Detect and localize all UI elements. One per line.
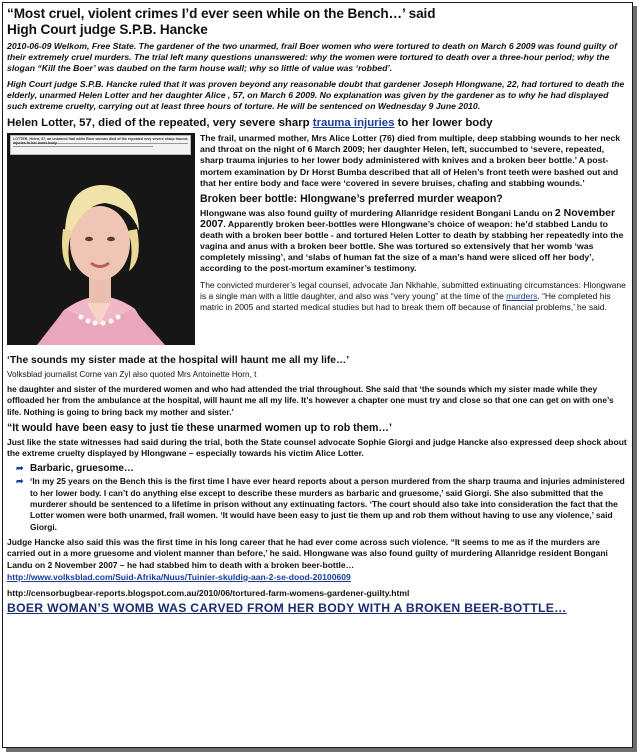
col-paragraph-1: The frail, unarmed mother, Mrs Alice Lotter (76) died from multiple, deep stabbing wounds to her neck and throat on the night of 6 March 2009; her daughter Helen, left, succumbed to ‘severe, repeated, sharp trauma injuries to her lower body administered with knives and a broken beer bottle.’ A post-mortem examination by Dr Horst Bumba described that all of Helen’s front teeth were bashed out and that her entire body and face were ‘covered in severe bruises, chafing and stabbing wounds.’ (200, 133, 621, 188)
helen-heading-text: Helen Lotter, 57, died of the repeated, very severe sharp (7, 117, 313, 130)
barbaric-heading-text: Barbaric, gruesome… (30, 463, 134, 475)
col-paragraph-2 (200, 208, 628, 275)
volksblad-url-link[interactable]: http://www.volksblad.com/Suid-Afrika/Nuus/Tuinier-skuldig-aan-2-se-dood-20100609 (7, 571, 351, 582)
col-p3-end: . “He completed his matric in 2005 and started medical studies but had to break them off because of financial problems,’ he said. (200, 291, 611, 313)
sister-intro-line: Volksblad journalist Corne van Zyl also quoted Mrs Antoinette Horn, t (7, 370, 257, 380)
murders-link[interactable]: murders (506, 291, 538, 302)
easy-paragraph: Just like the state witnesses had said during the trial, both the State counsel advocate Sophie Giorgi and judge Hancke also expressed deep shock about the extreme cruelty displayed by Hlongwane – especially towards his victim Alice Lotter. (7, 436, 627, 459)
helen-heading (7, 116, 628, 130)
judge-paragraph: Judge Hancke also said this was the first time in his long career that he had ever come across such violence. “It seems to me as if the murders are carried out in a more gruesome and violent manner than before,’ he said. Hlongwane was also found guilty of murdering Allanridge resident Bongani Landu on 2 November 2007 – he had stabbed him to death with a broken beer-bottle… (7, 537, 608, 570)
portrait-illustration (7, 133, 195, 345)
arrow-bullet-icon: ➦ (16, 463, 24, 474)
trauma-injuries-link[interactable]: trauma injuries (312, 117, 395, 130)
intro-text-1: 2010-06-09 Welkom, Free State. The gardener of the two unarmed, frail Boer women who were tortured to death on March 6 2009 was found guilty of their extremely cruel murders. The trial left many questions unanswered: why the women were tortured to death over a three-hour period; why the slogan “Kill the Boer’ was daubed on the farm house wall; why so little of value was ‘robbed’. (7, 41, 618, 74)
col-p2-end: . Apparently broken beer-bottles were Hlongwane’s choice of weapon: he’d stabbed Landu to death with a broken beer bottle - and tortured Helen Lotter to death by stabbing her repeatedly into the vagina and anus with a broken beer bottle. She was tortured so extensively that her womb ‘was completely missing’, and ‘slabs of human fat the size of a man’s hand were sliced off her body’, according to the post-mortum examiner’s testimony. (200, 218, 624, 274)
intro-text-2: High Court judge S.P.B. Hancke ruled that it was proven beyond any reasonable doubt that gardener Joseph Hlongwane, 22, had tortured to death the elderly, unarmed Helen Lotter and her daughter Alice , 57, on March 6 2009. No explanation was given by the gardener as to why he had displayed such extreme cruelty, carrying out at least three hours of torture. He will be sentenced on Wednesday 9 June 2010. (7, 78, 625, 112)
clipping-text: LOTTER, Helen, 57, an unarmed frail white Boer woman died of the repeated very severe sharp trauma injuries to her lower body (13, 137, 188, 146)
intro-paragraph-2 (7, 79, 628, 113)
right-column (200, 133, 628, 317)
col-paragraph-3 (200, 280, 628, 313)
sister-paragraph: he daughter and sister of the murdered women and who had attended the trial throughout. She said that ‘the sounds which my sister made while they offloaded her from the ambulance at the hospital, will haunt me all my life. It’s however a chapter one must try and close so that one can get on with one’s life. Nothing is going to bring back my mother and sister.’ (7, 384, 614, 417)
giorgi-quote (16, 476, 628, 533)
article-frame (2, 2, 633, 748)
quote-bullets (16, 463, 628, 533)
arrow-bullet-icon: ➦ (16, 476, 24, 487)
landu-date: 2 November 2007 (200, 206, 616, 230)
easy-heading: “It would have been easy to just tie these unarmed women up to rob them…’ (7, 421, 392, 434)
headline-line2: High Court judge S.P.B. Hancke (7, 22, 208, 37)
article-body (7, 6, 628, 616)
giorgi-quote-text: ‘In my 25 years on the Bench this is the first time I have ever heard reports about a person murdered from the sharp trauma and injuries administered to her lower body. I can’t do anything else except to describe these murders as barbaric and gruesome,’ said Giorgi. She also submitted that the murderer should be sentenced to a lifetime in prison without any extinuating factors. ‘The court should also take into consideration the fact that the Lotter women were both unarmed, frail women. ‘It would have been easy to just tie them up and rob them without having to use any violence,’ said Giorgi. (30, 476, 625, 532)
bottle-heading: Broken beer bottle: Hlongwane’s preferred murder weapon? (200, 192, 503, 205)
photo-and-text-columns (7, 133, 628, 349)
intro-paragraph-1 (7, 41, 628, 75)
censorbugbear-url[interactable]: http://censorbugbear-reports.blogspot.com.au/2010/06/tortured-farm-womens-gardener-guilty.html (7, 587, 410, 598)
final-heading-link[interactable]: BOER WOMAN’S WOMB WAS CARVED FROM HER BODY WITH A BROKEN BEER-BOTTLE… (7, 600, 567, 615)
helen-lotter-photo (7, 133, 195, 345)
headline (7, 6, 628, 38)
headline-line1: “Most cruel, violent crimes I’d ever seen while on the Bench…’ said (7, 6, 436, 21)
barbaric-heading (16, 463, 628, 474)
helen-heading-end: to her lower body (394, 117, 493, 130)
sister-heading: ‘The sounds my sister made at the hospital will haunt me all my life…’ (7, 355, 350, 367)
col-p2-start: Hlongwane was also found guilty of murdering Allanridge resident Bongani Landu on (200, 207, 555, 218)
col-p3-start: The convicted murderer’s legal counsel, advocate Jan Nkhahle, submitted extinuating circumstances: Hlongwane is a single man with a little daughter, and also was “very young” at the time of the (200, 280, 626, 302)
